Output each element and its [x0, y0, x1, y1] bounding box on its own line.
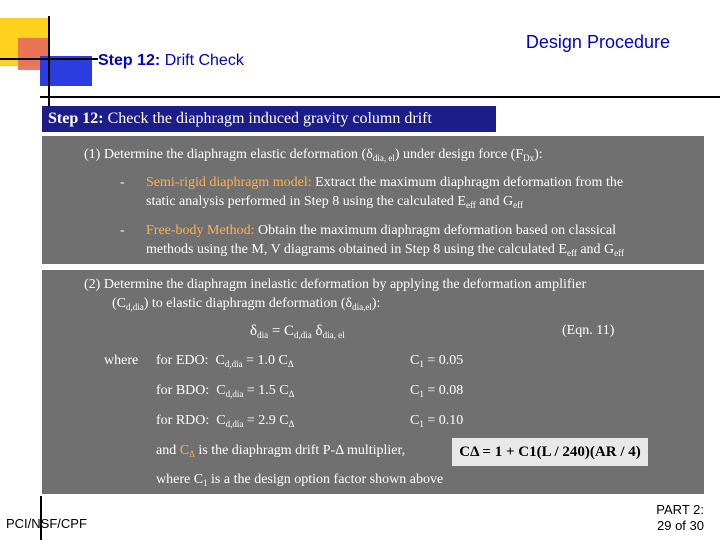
step-label: Step 12:: [98, 52, 161, 69]
footer-page-info: [656, 502, 704, 534]
step-name: Drift Check: [164, 52, 244, 69]
bullet1-dash: -: [120, 175, 125, 190]
cdelta-formula-box: CΔ = 1 + C1(L / 240)(AR / 4): [452, 438, 648, 466]
bullet2-line2: methods using the M, V diagrams obtained in Step 8 using the calculated $E_{eff}$ and $G_{eff}$: [146, 242, 624, 258]
bullet1-line1: Semi-rigid diaphragm model: Extract the maximum diaphragm deformation from the: [146, 175, 624, 190]
footer-part: PART 2:: [656, 502, 704, 517]
header-divider: [40, 96, 720, 98]
step-heading: [98, 52, 244, 70]
elastic-deformation-panel: [42, 136, 704, 264]
rdo-row: for RDO: $C_{d,dia} = 2.9$ $C_\Delta$: [156, 413, 295, 429]
logo-vertical-line: [48, 16, 50, 106]
inelastic-deformation-panel: [42, 270, 704, 494]
footer-page-number: 29 of 30: [657, 518, 704, 533]
bdo-row: for BDO: $C_{d,dia} = 1.5$ $C_\Delta$: [156, 383, 295, 399]
title-text: Check the diaphragm induced gravity column drift: [107, 110, 432, 127]
logo-horizontal-line: [0, 58, 98, 60]
equation-11: $\delta_{dia} = C_{d,dia}$ $\delta_{dia, el}$: [250, 323, 345, 340]
cdelta-definition: and $C_\Delta$ is the diaphragm drift P-Δ multiplier,: [156, 443, 406, 459]
rdo-c1: $C_1 = 0.10$: [410, 413, 464, 429]
edo-c1: $C_1 = 0.05$: [410, 353, 464, 369]
slide-title-bar: [42, 106, 496, 132]
title-step-label: Step 12:: [48, 110, 104, 127]
footer-organization: PCI/NSF/CPF: [6, 516, 87, 531]
bdo-c1: $C_1 = 0.08$: [410, 383, 464, 399]
c1-definition: where $C_1$ is a the design option factor shown above: [156, 472, 444, 488]
bullet2-line1: Free-body Method: Obtain the maximum diaphragm deformation based on classical: [146, 223, 617, 238]
equation-number: (Eqn. 11): [562, 323, 615, 338]
panel2-heading-line1: (2) Determine the diaphragm inelastic deformation by applying the deformation amplifier: [84, 277, 587, 292]
section-title: Design Procedure: [525, 32, 670, 52]
panel1-heading: (1) Determine the diaphragm elastic deformation $(\delta_{dia, el})$ under design force $(F_{Dx})$:: [84, 147, 543, 163]
bullet1-line2: static analysis performed in Step 8 using the calculated $E_{eff}$ and $G_{eff}$: [146, 194, 523, 210]
panel2-heading-line2: $(C_{d,dia})$ to elastic diaphragm deformation $(\delta_{dia,el})$:: [112, 296, 381, 312]
edo-row: for EDO: $C_{d,dia} = 1.0$ $C_\Delta$: [156, 353, 294, 369]
where-label: where: [104, 353, 139, 368]
bullet2-dash: -: [120, 223, 125, 238]
